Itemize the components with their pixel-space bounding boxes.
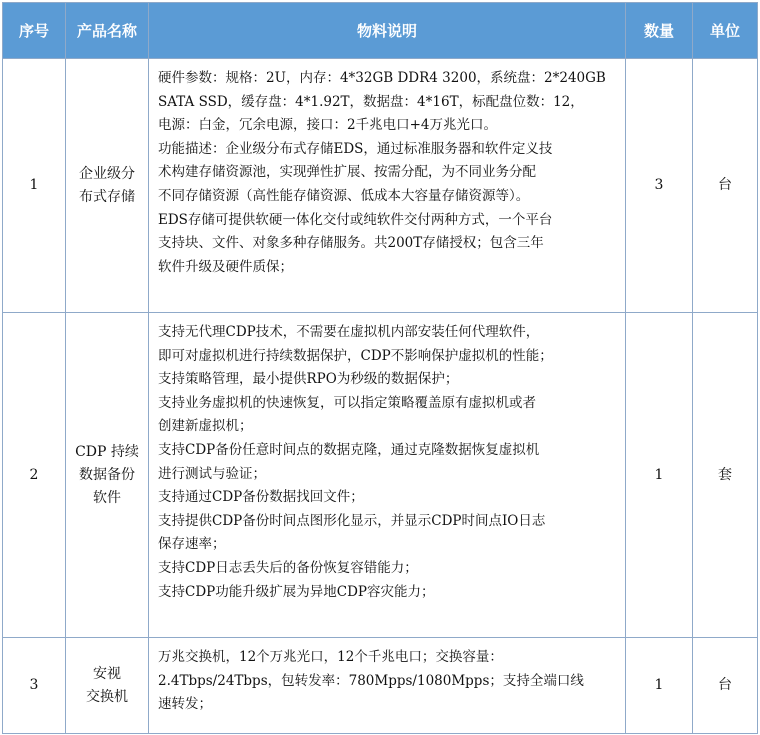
row-quantity: 3 xyxy=(626,59,693,313)
product-name-line: 数据备份 xyxy=(79,466,135,483)
product-name-line: 交换机 xyxy=(86,688,128,705)
description-line: 速转发； xyxy=(158,696,212,713)
row-product-name xyxy=(66,59,149,313)
description-line: SATA SSD，缓存盘：4*1.92T，数据盘：4*16T，标配盘位数：12， xyxy=(158,93,584,110)
header-quantity: 数量 xyxy=(626,3,693,59)
description-line: 支持CDP日志丢失后的备份恢复容错能力； xyxy=(158,559,418,576)
row-quantity: 1 xyxy=(626,638,693,734)
product-name-line: CDP 持续 xyxy=(75,443,139,460)
row-description xyxy=(149,638,626,734)
row-unit: 台 xyxy=(693,638,758,734)
description-line: 2.4Tbps/24Tbps，包转发率：780Mpps/1080Mpps；支持全端口线 xyxy=(158,672,584,689)
description-line: 即可对虚拟机进行持续数据保护，CDP不影响保护虚拟机的性能； xyxy=(158,347,553,364)
description-line: 进行测试与验证； xyxy=(158,465,266,482)
product-name-line: 布式存储 xyxy=(79,188,135,205)
row-product-name xyxy=(66,313,149,638)
description-line: 支持提供CDP备份时间点图形化显示，并显示CDP时间点IO日志 xyxy=(158,512,546,529)
header-row xyxy=(3,3,758,59)
description-line: 功能描述：企业级分布式存储EDS，通过标准服务器和软件定义技 xyxy=(158,140,553,157)
row-description xyxy=(149,59,626,313)
row-product-name xyxy=(66,638,149,734)
description-line: 支持通过CDP备份数据找回文件； xyxy=(158,489,364,506)
description-line: 创建新虚拟机； xyxy=(158,418,253,435)
description-line: 电源：白金，冗余电源，接口：2千兆电口+4万兆光口。 xyxy=(158,117,497,134)
header-product-name: 产品名称 xyxy=(66,3,149,59)
table-row xyxy=(3,59,758,313)
description-line: 支持CDP功能升级扩展为异地CDP容灾能力； xyxy=(158,583,435,600)
row-unit: 台 xyxy=(693,59,758,313)
header-description: 物料说明 xyxy=(149,3,626,59)
description-line: 支持CDP备份任意时间点的数据克隆，通过克隆数据恢复虚拟机 xyxy=(158,441,540,458)
description-line: 不同存储资源（高性能存储资源、低成本大容量存储资源等）。 xyxy=(158,187,530,204)
description-line: 硬件参数：规格：2U，内存：4*32GB DDR4 3200，系统盘：2*240GB xyxy=(158,70,606,86)
header-seq: 序号 xyxy=(3,3,66,59)
description-line: 万兆交换机，12个万兆光口，12个千兆电口；交换容量： xyxy=(158,649,503,665)
table-row xyxy=(3,638,758,734)
description-line: 支持业务虚拟机的快速恢复，可以指定策略覆盖原有虚拟机或者 xyxy=(158,394,536,411)
product-name-line: 安视 xyxy=(93,665,121,682)
description-line: EDS存储可提供软硬一体化交付或纯软件交付两种方式，一个平台 xyxy=(158,211,553,228)
row-seq: 1 xyxy=(3,59,66,313)
row-unit: 套 xyxy=(693,313,758,638)
product-spec-table xyxy=(2,2,758,734)
description-line: 支持块、文件、对象多种存储服务。共200T存储授权；包含三年 xyxy=(158,235,544,252)
description-line: 支持无代理CDP技术，不需要在虚拟机内部安装任何代理软件， xyxy=(158,324,540,340)
description-line: 支持策略管理，最小提供RPO为秒级的数据保护； xyxy=(158,371,459,388)
description-line: 保存速率； xyxy=(158,536,226,553)
row-description xyxy=(149,313,626,638)
product-name-line: 企业级分 xyxy=(79,165,135,182)
row-seq: 2 xyxy=(3,313,66,638)
description-line: 软件升级及硬件质保； xyxy=(158,258,293,275)
header-unit: 单位 xyxy=(693,3,758,59)
product-name-line: 软件 xyxy=(93,489,121,506)
description-line: 术构建存储资源池，实现弹性扩展、按需分配，为不同业务分配 xyxy=(158,164,536,181)
table-row xyxy=(3,313,758,638)
row-seq: 3 xyxy=(3,638,66,734)
row-quantity: 1 xyxy=(626,313,693,638)
